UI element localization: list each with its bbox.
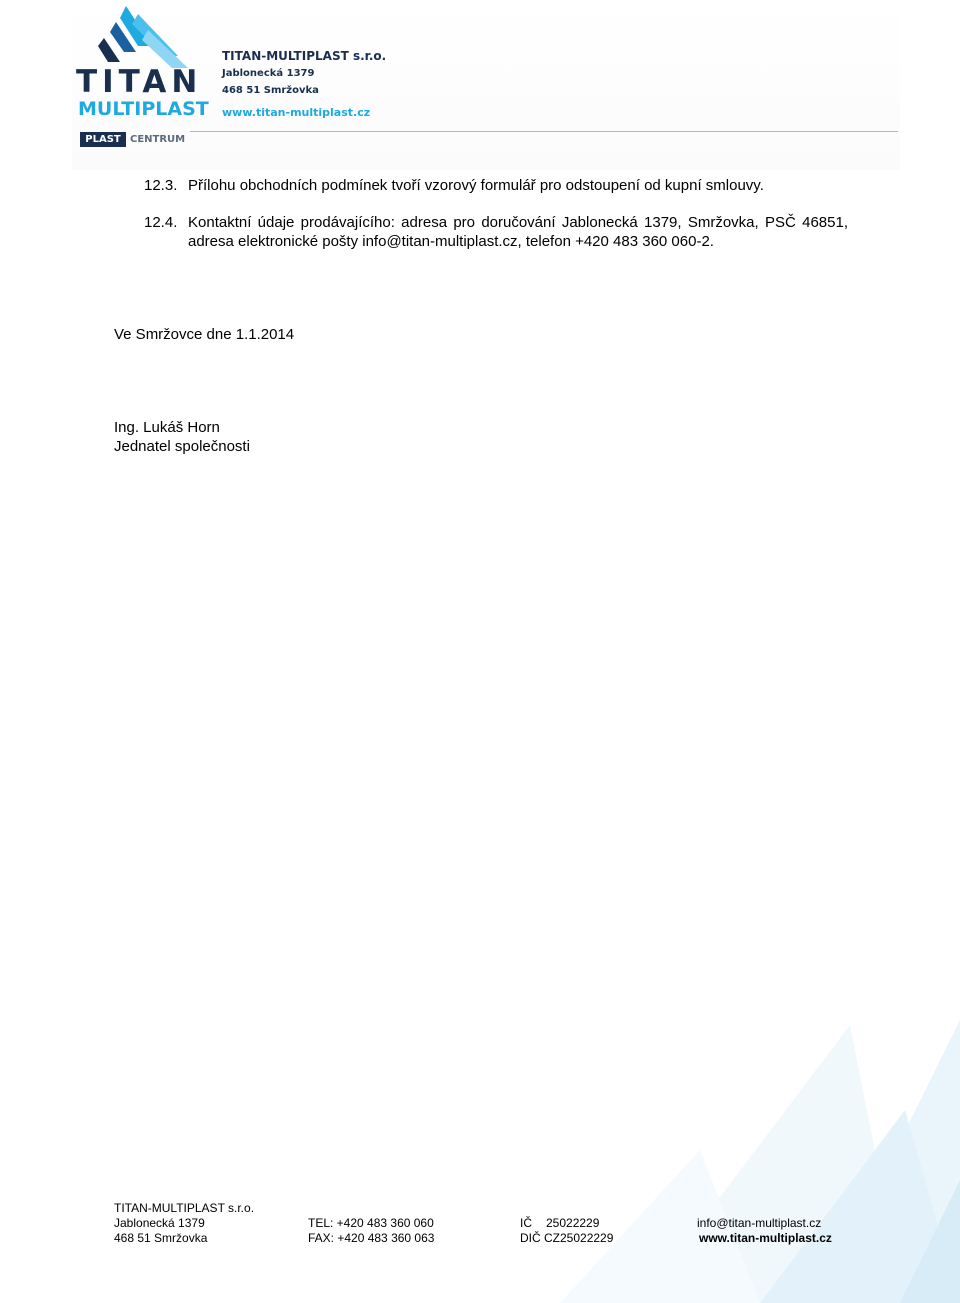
header-company-city: 468 51 Smržovka: [222, 85, 319, 96]
footer-ic: [520, 1216, 599, 1231]
logo-badge: [80, 132, 192, 147]
badge-plast: PLAST: [80, 132, 126, 147]
footer-web-link[interactable]: www.titan-multiplast.cz: [699, 1231, 832, 1245]
footer-company-name: TITAN-MULTIPLAST s.r.o.: [114, 1201, 255, 1215]
place-date: Ve Smržovce dne 1.1.2014: [114, 326, 295, 343]
header-company-street: Jablonecká 1379: [222, 68, 315, 79]
clause-number: 12.3.: [144, 177, 178, 194]
clause-text: Kontaktní údaje prodávajícího: adresa pro doručování Jablonecká 1379, Smržovka, PSČ 46851, adresa elektronické pošty info@titan-multiplast.cz, telefon +420 483 360 060-2.: [188, 214, 848, 250]
footer-street: Jablonecká 1379: [114, 1216, 205, 1230]
footer-ic-value: 25022229: [546, 1216, 600, 1230]
header-company-web-link[interactable]: www.titan-multiplast.cz: [222, 106, 371, 119]
badge-centrum: CENTRUM: [130, 134, 186, 145]
logo-title: TITAN: [76, 64, 203, 100]
signatory-role: Jednatel společnosti: [114, 438, 250, 455]
footer-fax: FAX: +420 483 360 063: [308, 1231, 435, 1245]
logo-subtitle: MULTIPLAST: [78, 98, 209, 120]
footer-dic: DIČ CZ25022229: [520, 1231, 614, 1245]
header-company-name: TITAN-MULTIPLAST s.r.o.: [222, 49, 387, 63]
footer-city: 468 51 Smržovka: [114, 1231, 208, 1245]
footer-tel: TEL: +420 483 360 060: [308, 1216, 434, 1230]
clause-text: Přílohu obchodních podmínek tvoří vzorový formulář pro odstoupení od kupní smlouvy.: [188, 177, 764, 194]
clause-12-4: [144, 213, 848, 253]
footer-email-link[interactable]: info@titan-multiplast.cz: [697, 1216, 822, 1230]
footer-ic-label: IČ: [520, 1216, 532, 1230]
signatory-name: Ing. Lukáš Horn: [114, 419, 220, 436]
header-company-block: [222, 47, 386, 124]
header-divider: [190, 131, 898, 132]
clause-number: 12.4.: [144, 214, 178, 231]
